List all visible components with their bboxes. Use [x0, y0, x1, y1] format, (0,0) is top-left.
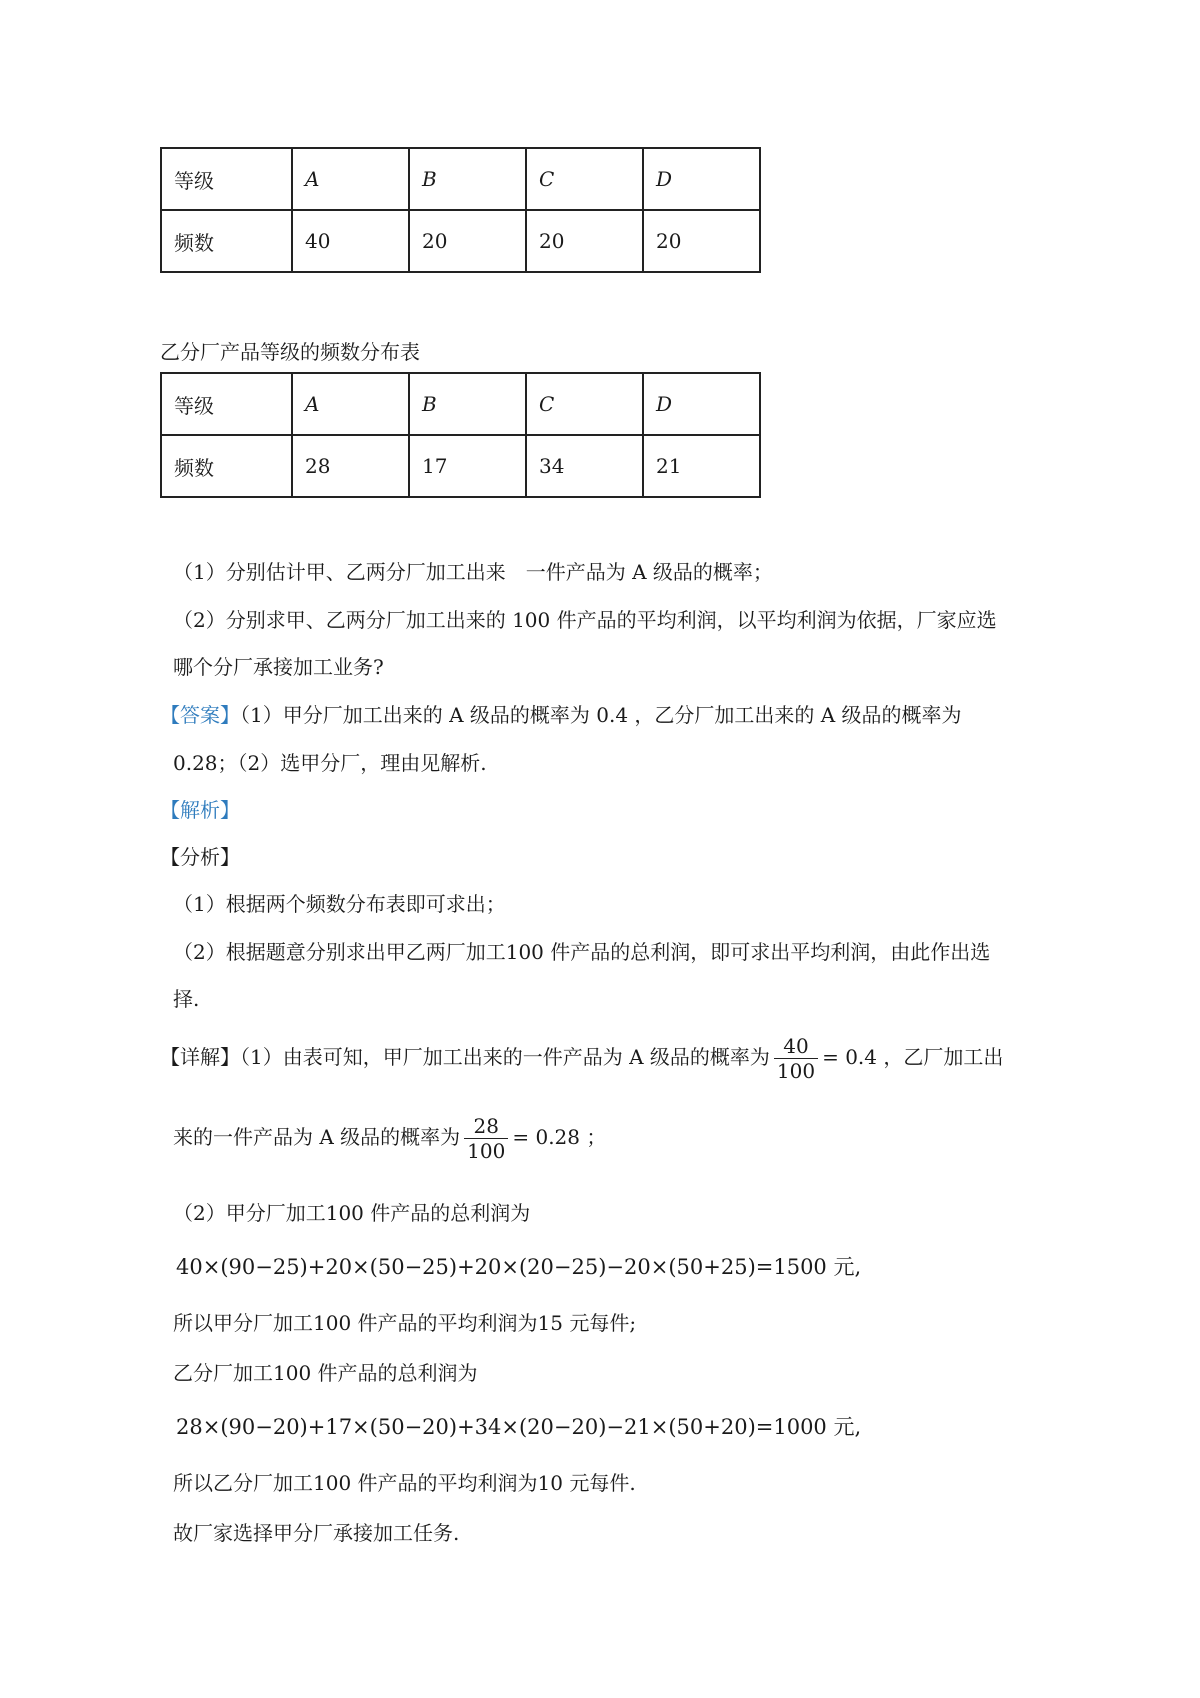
- table-cell: 28: [292, 435, 409, 497]
- analysis-sub-tag: 【分析】: [160, 845, 240, 869]
- fraction-numerator: 40: [774, 1034, 818, 1059]
- table-cell: C: [526, 373, 643, 435]
- detail-equation-yi: 28×(90−20)+17×(50−20)+34×(20−20)−21×(50+20)=1000 元,: [176, 1415, 862, 1439]
- table-cell: 频数: [161, 210, 292, 272]
- answer-line-2: 0.28；（2）选甲分厂，理由见解析.: [173, 751, 487, 775]
- frequency-table-yi: [160, 372, 761, 498]
- table-cell: 20: [409, 210, 526, 272]
- table-cell: 17: [409, 435, 526, 497]
- detail-line-2: [173, 1114, 1043, 1163]
- table-row: [161, 210, 760, 272]
- table-caption: 乙分厂产品等级的频数分布表: [160, 340, 420, 364]
- question-2-line-2: 哪个分厂承接加工业务?: [173, 655, 384, 679]
- table-cell: D: [643, 373, 760, 435]
- table-cell: 频数: [161, 435, 292, 497]
- detail-line-9: 故厂家选择甲分厂承接加工任务.: [173, 1521, 460, 1545]
- detail-equation-jia: 40×(90−25)+20×(50−25)+20×(20−25)−20×(50+25)=1500 元,: [176, 1255, 862, 1279]
- analysis-point-1: （1）根据两个频数分布表即可求出；: [173, 892, 506, 916]
- detail-text: = 0.28 ；: [512, 1125, 607, 1149]
- answer-line-1: [160, 700, 1030, 730]
- table-cell: 40: [292, 210, 409, 272]
- detail-text: 来的一件产品为 A 级品的概率为: [173, 1125, 461, 1149]
- detail-tag: 【详解】: [160, 1045, 240, 1069]
- table-cell: 等级: [161, 373, 292, 435]
- table-row: [161, 148, 760, 210]
- analysis-tag: 【解析】: [160, 798, 240, 822]
- fraction-denominator: 100: [776, 1059, 816, 1083]
- table-cell: C: [526, 148, 643, 210]
- frequency-table-jia: [160, 147, 761, 273]
- detail-line-6: 乙分厂加工100 件产品的总利润为: [173, 1361, 478, 1385]
- detail-line-1: [160, 1034, 1030, 1083]
- table-cell: 20: [526, 210, 643, 272]
- fraction: [464, 1114, 508, 1163]
- detail-line-8: 所以乙分厂加工100 件产品的平均利润为10 元每件.: [173, 1471, 636, 1495]
- fraction-numerator: 28: [464, 1114, 508, 1139]
- fraction-denominator: 100: [467, 1139, 506, 1163]
- answer-text: （1）甲分厂加工出来的 A 级品的概率为 0.4 ，乙分厂加工出来的 A 级品的概率为: [240, 703, 962, 727]
- table-cell: 21: [643, 435, 760, 497]
- detail-text: = 0.4 ，乙厂加工出: [822, 1045, 1004, 1069]
- table-row: [161, 373, 760, 435]
- table-cell: B: [409, 148, 526, 210]
- question-2-line-1: （2）分别求甲、乙两分厂加工出来的 100 件产品的平均利润，以平均利润为依据，厂家应选: [173, 608, 997, 632]
- answer-tag: 【答案】: [160, 703, 240, 727]
- table-cell: 等级: [161, 148, 292, 210]
- table-cell: 34: [526, 435, 643, 497]
- fraction: [774, 1034, 818, 1083]
- table-cell: D: [643, 148, 760, 210]
- table-cell: 20: [643, 210, 760, 272]
- table-cell: A: [292, 373, 409, 435]
- analysis-point-2-line-2: 择.: [173, 987, 200, 1011]
- table-cell: B: [409, 373, 526, 435]
- detail-line-3: （2）甲分厂加工100 件产品的总利润为: [173, 1201, 531, 1225]
- detail-line-5: 所以甲分厂加工100 件产品的平均利润为15 元每件;: [173, 1311, 637, 1335]
- table-cell: A: [292, 148, 409, 210]
- analysis-point-2-line-1: （2）根据题意分别求出甲乙两厂加工100 件产品的总利润，即可求出平均利润，由此作出选: [173, 940, 991, 964]
- table-row: [161, 435, 760, 497]
- detail-text: （1）由表可知，甲厂加工出来的一件产品为 A 级品的概率为: [240, 1045, 770, 1069]
- question-1: （1）分别估计甲、乙两分厂加工出来 一件产品为 A 级品的概率；: [173, 560, 773, 584]
